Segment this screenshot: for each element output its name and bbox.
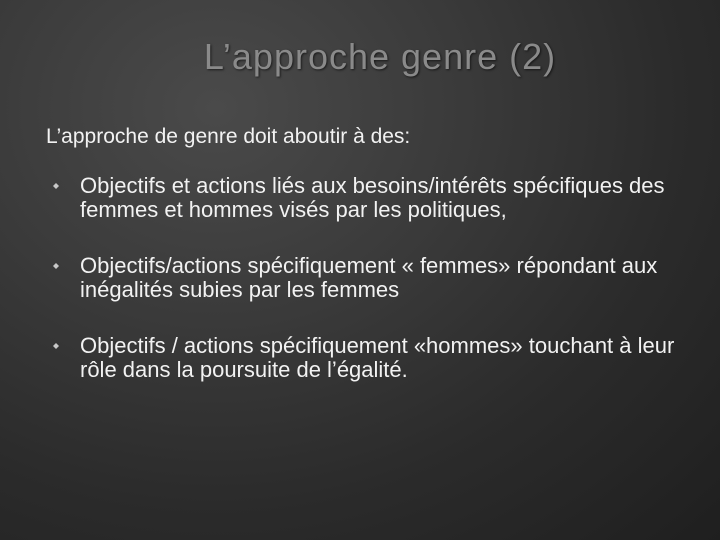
list-item <box>0 174 720 222</box>
list-item <box>0 254 720 302</box>
list-item <box>0 334 720 382</box>
intro-text: L’approche de genre doit aboutir à des: <box>46 125 411 148</box>
diamond-bullet-icon <box>53 183 59 189</box>
slide-title: L’approche genre (2) <box>203 36 557 77</box>
diamond-bullet-icon <box>53 263 59 269</box>
diamond-bullet-icon <box>53 343 59 349</box>
bullet-list <box>0 174 720 382</box>
bullet-text: Objectifs / actions spécifiquement «hommes» touchant à leur rôle dans la poursuite de l’égalité. <box>80 333 675 382</box>
bullet-text: Objectifs et actions liés aux besoins/intérêts spécifiques des femmes et hommes visés par les politiques, <box>80 173 665 222</box>
bullet-text: Objectifs/actions spécifiquement « femmes» répondant aux inégalités subies par les femmes <box>80 253 658 302</box>
